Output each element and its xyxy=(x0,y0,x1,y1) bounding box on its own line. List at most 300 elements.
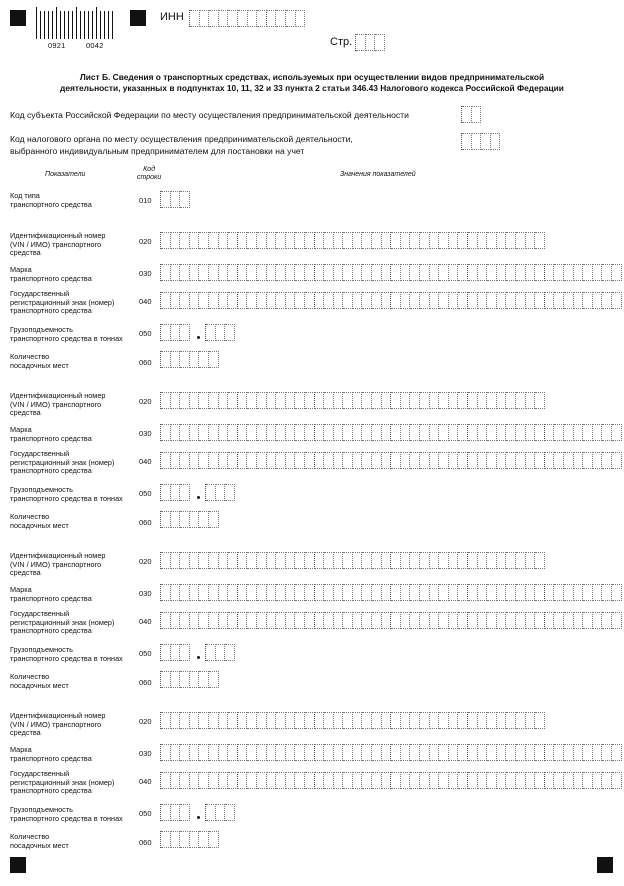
input-cell[interactable] xyxy=(372,612,382,629)
input-cell[interactable] xyxy=(410,612,420,629)
input-cell[interactable] xyxy=(267,584,277,601)
input-cell[interactable] xyxy=(276,772,286,789)
input-cell[interactable] xyxy=(593,264,603,281)
input-cell[interactable] xyxy=(526,392,536,409)
input-cell[interactable] xyxy=(228,392,238,409)
input-cell[interactable] xyxy=(171,484,181,501)
input-cell[interactable] xyxy=(449,452,459,469)
input-cell[interactable] xyxy=(362,232,372,249)
input-cell[interactable] xyxy=(209,424,219,441)
input-cell[interactable] xyxy=(199,424,209,441)
input-cell[interactable] xyxy=(372,392,382,409)
input-cell[interactable] xyxy=(161,484,171,501)
input-cell[interactable] xyxy=(506,584,516,601)
input-cell[interactable] xyxy=(180,831,190,848)
input-cell[interactable] xyxy=(458,452,468,469)
input-cell[interactable] xyxy=(554,772,564,789)
input-cell[interactable] xyxy=(449,264,459,281)
input-cell[interactable] xyxy=(497,712,507,729)
input-cell[interactable] xyxy=(161,772,171,789)
input-cell[interactable] xyxy=(497,584,507,601)
input-cell[interactable] xyxy=(458,712,468,729)
input-cell[interactable] xyxy=(324,612,334,629)
input-cell[interactable] xyxy=(161,232,171,249)
input-cell[interactable] xyxy=(161,324,171,341)
input-cell[interactable] xyxy=(305,612,315,629)
input-cell[interactable] xyxy=(161,351,171,368)
input-cell[interactable] xyxy=(602,744,612,761)
input-cell[interactable] xyxy=(216,804,226,821)
input-cell[interactable] xyxy=(286,292,296,309)
input-cell[interactable] xyxy=(420,232,430,249)
input-cell[interactable] xyxy=(430,292,440,309)
input-cell[interactable] xyxy=(247,264,257,281)
input-cell[interactable] xyxy=(526,772,536,789)
input-cell[interactable] xyxy=(238,584,248,601)
vehicle-type-input[interactable] xyxy=(160,191,190,208)
input-cell[interactable] xyxy=(362,772,372,789)
input-cell[interactable] xyxy=(161,612,171,629)
input-cell[interactable] xyxy=(382,264,392,281)
input-cell[interactable] xyxy=(334,584,344,601)
input-cell[interactable] xyxy=(180,351,190,368)
input-cell[interactable] xyxy=(382,744,392,761)
input-cell[interactable] xyxy=(190,552,200,569)
input-cell[interactable] xyxy=(228,452,238,469)
input-cell[interactable] xyxy=(458,232,468,249)
input-cell[interactable] xyxy=(439,552,449,569)
vehicle-1-plate-input[interactable] xyxy=(160,292,622,309)
input-cell[interactable] xyxy=(161,671,171,688)
input-cell[interactable] xyxy=(478,744,488,761)
input-cell[interactable] xyxy=(180,424,190,441)
input-cell[interactable] xyxy=(267,712,277,729)
input-cell[interactable] xyxy=(362,584,372,601)
input-cell[interactable] xyxy=(458,424,468,441)
input-cell[interactable] xyxy=(478,232,488,249)
input-cell[interactable] xyxy=(286,612,296,629)
input-cell[interactable] xyxy=(257,772,267,789)
input-cell[interactable] xyxy=(209,292,219,309)
vehicle-2-vin-input[interactable] xyxy=(160,392,545,409)
input-cell[interactable] xyxy=(574,452,584,469)
input-cell[interactable] xyxy=(343,772,353,789)
input-cell[interactable] xyxy=(219,424,229,441)
input-cell[interactable] xyxy=(286,584,296,601)
input-cell[interactable] xyxy=(362,424,372,441)
input-cell[interactable] xyxy=(180,671,190,688)
input-cell[interactable] xyxy=(468,584,478,601)
input-cell[interactable] xyxy=(247,612,257,629)
input-cell[interactable] xyxy=(161,831,171,848)
input-cell[interactable] xyxy=(458,264,468,281)
input-cell[interactable] xyxy=(343,712,353,729)
input-cell[interactable] xyxy=(286,452,296,469)
input-cell[interactable] xyxy=(228,744,238,761)
input-cell[interactable] xyxy=(497,612,507,629)
input-cell[interactable] xyxy=(199,831,209,848)
input-cell[interactable] xyxy=(420,552,430,569)
input-cell[interactable] xyxy=(401,392,411,409)
input-cell[interactable] xyxy=(219,772,229,789)
input-cell[interactable] xyxy=(257,744,267,761)
input-cell[interactable] xyxy=(362,452,372,469)
input-cell[interactable] xyxy=(382,392,392,409)
input-cell[interactable] xyxy=(206,484,216,501)
input-cell[interactable] xyxy=(506,712,516,729)
input-cell[interactable] xyxy=(238,10,248,27)
input-cell[interactable] xyxy=(295,232,305,249)
input-cell[interactable] xyxy=(506,264,516,281)
input-cell[interactable] xyxy=(372,452,382,469)
input-cell[interactable] xyxy=(430,612,440,629)
input-cell[interactable] xyxy=(564,612,574,629)
input-cell[interactable] xyxy=(209,584,219,601)
input-cell[interactable] xyxy=(206,644,216,661)
input-cell[interactable] xyxy=(535,452,545,469)
input-cell[interactable] xyxy=(161,191,171,208)
input-cell[interactable] xyxy=(296,10,306,27)
input-cell[interactable] xyxy=(574,264,584,281)
input-cell[interactable] xyxy=(602,612,612,629)
input-cell[interactable] xyxy=(305,772,315,789)
input-cell[interactable] xyxy=(545,772,555,789)
input-cell[interactable] xyxy=(382,232,392,249)
input-cell[interactable] xyxy=(219,584,229,601)
input-cell[interactable] xyxy=(382,712,392,729)
input-cell[interactable] xyxy=(276,232,286,249)
input-cell[interactable] xyxy=(430,232,440,249)
input-cell[interactable] xyxy=(190,744,200,761)
input-cell[interactable] xyxy=(190,351,200,368)
input-cell[interactable] xyxy=(209,392,219,409)
input-cell[interactable] xyxy=(468,232,478,249)
input-cell[interactable] xyxy=(247,452,257,469)
input-cell[interactable] xyxy=(199,552,209,569)
input-cell[interactable] xyxy=(334,452,344,469)
input-cell[interactable] xyxy=(410,584,420,601)
input-cell[interactable] xyxy=(209,232,219,249)
input-cell[interactable] xyxy=(228,264,238,281)
input-cell[interactable] xyxy=(219,392,229,409)
vehicle-3-capacity-fraction-input[interactable] xyxy=(205,644,235,661)
input-cell[interactable] xyxy=(372,292,382,309)
input-cell[interactable] xyxy=(420,584,430,601)
input-cell[interactable] xyxy=(343,452,353,469)
input-cell[interactable] xyxy=(295,584,305,601)
input-cell[interactable] xyxy=(343,552,353,569)
input-cell[interactable] xyxy=(315,552,325,569)
input-cell[interactable] xyxy=(497,552,507,569)
input-cell[interactable] xyxy=(161,804,171,821)
input-cell[interactable] xyxy=(583,584,593,601)
input-cell[interactable] xyxy=(439,292,449,309)
input-cell[interactable] xyxy=(449,584,459,601)
input-cell[interactable] xyxy=(516,424,526,441)
input-cell[interactable] xyxy=(506,392,516,409)
input-cell[interactable] xyxy=(161,424,171,441)
input-cell[interactable] xyxy=(228,712,238,729)
input-cell[interactable] xyxy=(564,292,574,309)
input-cell[interactable] xyxy=(209,511,219,528)
input-cell[interactable] xyxy=(180,324,190,341)
input-cell[interactable] xyxy=(216,644,226,661)
input-cell[interactable] xyxy=(219,264,229,281)
input-cell[interactable] xyxy=(343,584,353,601)
input-cell[interactable] xyxy=(497,264,507,281)
input-cell[interactable] xyxy=(286,392,296,409)
input-cell[interactable] xyxy=(353,772,363,789)
input-cell[interactable] xyxy=(216,484,226,501)
input-cell[interactable] xyxy=(171,831,181,848)
input-cell[interactable] xyxy=(247,392,257,409)
input-cell[interactable] xyxy=(199,584,209,601)
input-cell[interactable] xyxy=(516,392,526,409)
input-cell[interactable] xyxy=(199,671,209,688)
input-cell[interactable] xyxy=(228,232,238,249)
input-cell[interactable] xyxy=(353,552,363,569)
input-cell[interactable] xyxy=(602,584,612,601)
input-cell[interactable] xyxy=(564,264,574,281)
vehicle-1-brand-input[interactable] xyxy=(160,264,622,281)
input-cell[interactable] xyxy=(372,712,382,729)
input-cell[interactable] xyxy=(257,392,267,409)
vehicle-2-capacity-integer-input[interactable] xyxy=(160,484,190,501)
input-cell[interactable] xyxy=(248,10,258,27)
input-cell[interactable] xyxy=(209,772,219,789)
input-cell[interactable] xyxy=(209,612,219,629)
input-cell[interactable] xyxy=(545,452,555,469)
input-cell[interactable] xyxy=(286,232,296,249)
vehicle-1-vin-input[interactable] xyxy=(160,232,545,249)
input-cell[interactable] xyxy=(247,552,257,569)
input-cell[interactable] xyxy=(468,292,478,309)
input-cell[interactable] xyxy=(257,712,267,729)
input-cell[interactable] xyxy=(228,292,238,309)
input-cell[interactable] xyxy=(449,712,459,729)
input-cell[interactable] xyxy=(276,584,286,601)
input-cell[interactable] xyxy=(516,264,526,281)
input-cell[interactable] xyxy=(420,392,430,409)
input-cell[interactable] xyxy=(458,612,468,629)
input-cell[interactable] xyxy=(315,612,325,629)
input-cell[interactable] xyxy=(535,744,545,761)
input-cell[interactable] xyxy=(219,232,229,249)
input-cell[interactable] xyxy=(190,584,200,601)
input-cell[interactable] xyxy=(526,552,536,569)
input-cell[interactable] xyxy=(257,612,267,629)
input-cell[interactable] xyxy=(324,584,334,601)
input-cell[interactable] xyxy=(535,584,545,601)
input-cell[interactable] xyxy=(439,712,449,729)
input-cell[interactable] xyxy=(535,392,545,409)
tax-office-code-input[interactable] xyxy=(461,133,500,150)
input-cell[interactable] xyxy=(286,772,296,789)
input-cell[interactable] xyxy=(190,712,200,729)
input-cell[interactable] xyxy=(334,772,344,789)
input-cell[interactable] xyxy=(238,744,248,761)
input-cell[interactable] xyxy=(391,712,401,729)
input-cell[interactable] xyxy=(324,232,334,249)
input-cell[interactable] xyxy=(238,424,248,441)
input-cell[interactable] xyxy=(286,10,296,27)
input-cell[interactable] xyxy=(516,584,526,601)
input-cell[interactable] xyxy=(190,452,200,469)
input-cell[interactable] xyxy=(472,133,482,150)
input-cell[interactable] xyxy=(583,424,593,441)
input-cell[interactable] xyxy=(554,744,564,761)
input-cell[interactable] xyxy=(180,552,190,569)
input-cell[interactable] xyxy=(219,10,229,27)
input-cell[interactable] xyxy=(391,392,401,409)
input-cell[interactable] xyxy=(564,772,574,789)
input-cell[interactable] xyxy=(247,712,257,729)
input-cell[interactable] xyxy=(478,584,488,601)
input-cell[interactable] xyxy=(199,232,209,249)
input-cell[interactable] xyxy=(161,511,171,528)
vehicle-1-seats-input[interactable] xyxy=(160,351,219,368)
input-cell[interactable] xyxy=(209,264,219,281)
input-cell[interactable] xyxy=(180,511,190,528)
input-cell[interactable] xyxy=(420,744,430,761)
input-cell[interactable] xyxy=(410,552,420,569)
input-cell[interactable] xyxy=(545,424,555,441)
input-cell[interactable] xyxy=(391,264,401,281)
input-cell[interactable] xyxy=(247,424,257,441)
input-cell[interactable] xyxy=(612,292,622,309)
input-cell[interactable] xyxy=(410,452,420,469)
input-cell[interactable] xyxy=(472,106,482,123)
input-cell[interactable] xyxy=(410,712,420,729)
input-cell[interactable] xyxy=(257,10,267,27)
input-cell[interactable] xyxy=(247,232,257,249)
input-cell[interactable] xyxy=(353,424,363,441)
input-cell[interactable] xyxy=(180,772,190,789)
input-cell[interactable] xyxy=(315,712,325,729)
input-cell[interactable] xyxy=(267,232,277,249)
input-cell[interactable] xyxy=(324,772,334,789)
input-cell[interactable] xyxy=(516,744,526,761)
input-cell[interactable] xyxy=(401,612,411,629)
input-cell[interactable] xyxy=(449,292,459,309)
input-cell[interactable] xyxy=(343,392,353,409)
input-cell[interactable] xyxy=(171,191,181,208)
input-cell[interactable] xyxy=(171,232,181,249)
vehicle-3-plate-input[interactable] xyxy=(160,612,622,629)
input-cell[interactable] xyxy=(535,552,545,569)
input-cell[interactable] xyxy=(190,264,200,281)
input-cell[interactable] xyxy=(574,612,584,629)
input-cell[interactable] xyxy=(267,392,277,409)
input-cell[interactable] xyxy=(200,10,210,27)
input-cell[interactable] xyxy=(199,452,209,469)
input-cell[interactable] xyxy=(487,744,497,761)
input-cell[interactable] xyxy=(305,744,315,761)
input-cell[interactable] xyxy=(516,292,526,309)
input-cell[interactable] xyxy=(362,392,372,409)
vehicle-1-capacity-integer-input[interactable] xyxy=(160,324,190,341)
input-cell[interactable] xyxy=(535,292,545,309)
input-cell[interactable] xyxy=(602,264,612,281)
input-cell[interactable] xyxy=(506,452,516,469)
input-cell[interactable] xyxy=(305,452,315,469)
input-cell[interactable] xyxy=(574,744,584,761)
input-cell[interactable] xyxy=(171,452,181,469)
input-cell[interactable] xyxy=(334,612,344,629)
input-cell[interactable] xyxy=(458,552,468,569)
input-cell[interactable] xyxy=(458,292,468,309)
input-cell[interactable] xyxy=(401,584,411,601)
input-cell[interactable] xyxy=(199,392,209,409)
input-cell[interactable] xyxy=(276,612,286,629)
input-cell[interactable] xyxy=(180,191,190,208)
input-cell[interactable] xyxy=(362,264,372,281)
input-cell[interactable] xyxy=(372,772,382,789)
input-cell[interactable] xyxy=(286,712,296,729)
input-cell[interactable] xyxy=(305,552,315,569)
input-cell[interactable] xyxy=(506,744,516,761)
input-cell[interactable] xyxy=(315,744,325,761)
input-cell[interactable] xyxy=(554,424,564,441)
input-cell[interactable] xyxy=(180,744,190,761)
input-cell[interactable] xyxy=(206,324,216,341)
input-cell[interactable] xyxy=(199,351,209,368)
input-cell[interactable] xyxy=(487,264,497,281)
input-cell[interactable] xyxy=(219,552,229,569)
input-cell[interactable] xyxy=(468,452,478,469)
input-cell[interactable] xyxy=(353,392,363,409)
input-cell[interactable] xyxy=(190,511,200,528)
input-cell[interactable] xyxy=(219,292,229,309)
input-cell[interactable] xyxy=(526,712,536,729)
input-cell[interactable] xyxy=(276,392,286,409)
input-cell[interactable] xyxy=(219,744,229,761)
input-cell[interactable] xyxy=(420,612,430,629)
input-cell[interactable] xyxy=(276,452,286,469)
input-cell[interactable] xyxy=(228,552,238,569)
input-cell[interactable] xyxy=(458,744,468,761)
input-cell[interactable] xyxy=(506,772,516,789)
input-cell[interactable] xyxy=(468,424,478,441)
vehicle-1-capacity-fraction-input[interactable] xyxy=(205,324,235,341)
input-cell[interactable] xyxy=(439,232,449,249)
input-cell[interactable] xyxy=(602,292,612,309)
input-cell[interactable] xyxy=(612,744,622,761)
input-cell[interactable] xyxy=(353,744,363,761)
input-cell[interactable] xyxy=(468,264,478,281)
input-cell[interactable] xyxy=(430,584,440,601)
input-cell[interactable] xyxy=(238,552,248,569)
input-cell[interactable] xyxy=(225,484,235,501)
input-cell[interactable] xyxy=(382,452,392,469)
input-cell[interactable] xyxy=(574,424,584,441)
input-cell[interactable] xyxy=(228,10,238,27)
input-cell[interactable] xyxy=(478,452,488,469)
input-cell[interactable] xyxy=(180,392,190,409)
input-cell[interactable] xyxy=(295,612,305,629)
input-cell[interactable] xyxy=(564,424,574,441)
vehicle-4-capacity-fraction-input[interactable] xyxy=(205,804,235,821)
input-cell[interactable] xyxy=(161,392,171,409)
input-cell[interactable] xyxy=(180,292,190,309)
input-cell[interactable] xyxy=(401,712,411,729)
input-cell[interactable] xyxy=(382,292,392,309)
input-cell[interactable] xyxy=(219,452,229,469)
input-cell[interactable] xyxy=(487,392,497,409)
input-cell[interactable] xyxy=(180,612,190,629)
input-cell[interactable] xyxy=(353,264,363,281)
input-cell[interactable] xyxy=(535,232,545,249)
